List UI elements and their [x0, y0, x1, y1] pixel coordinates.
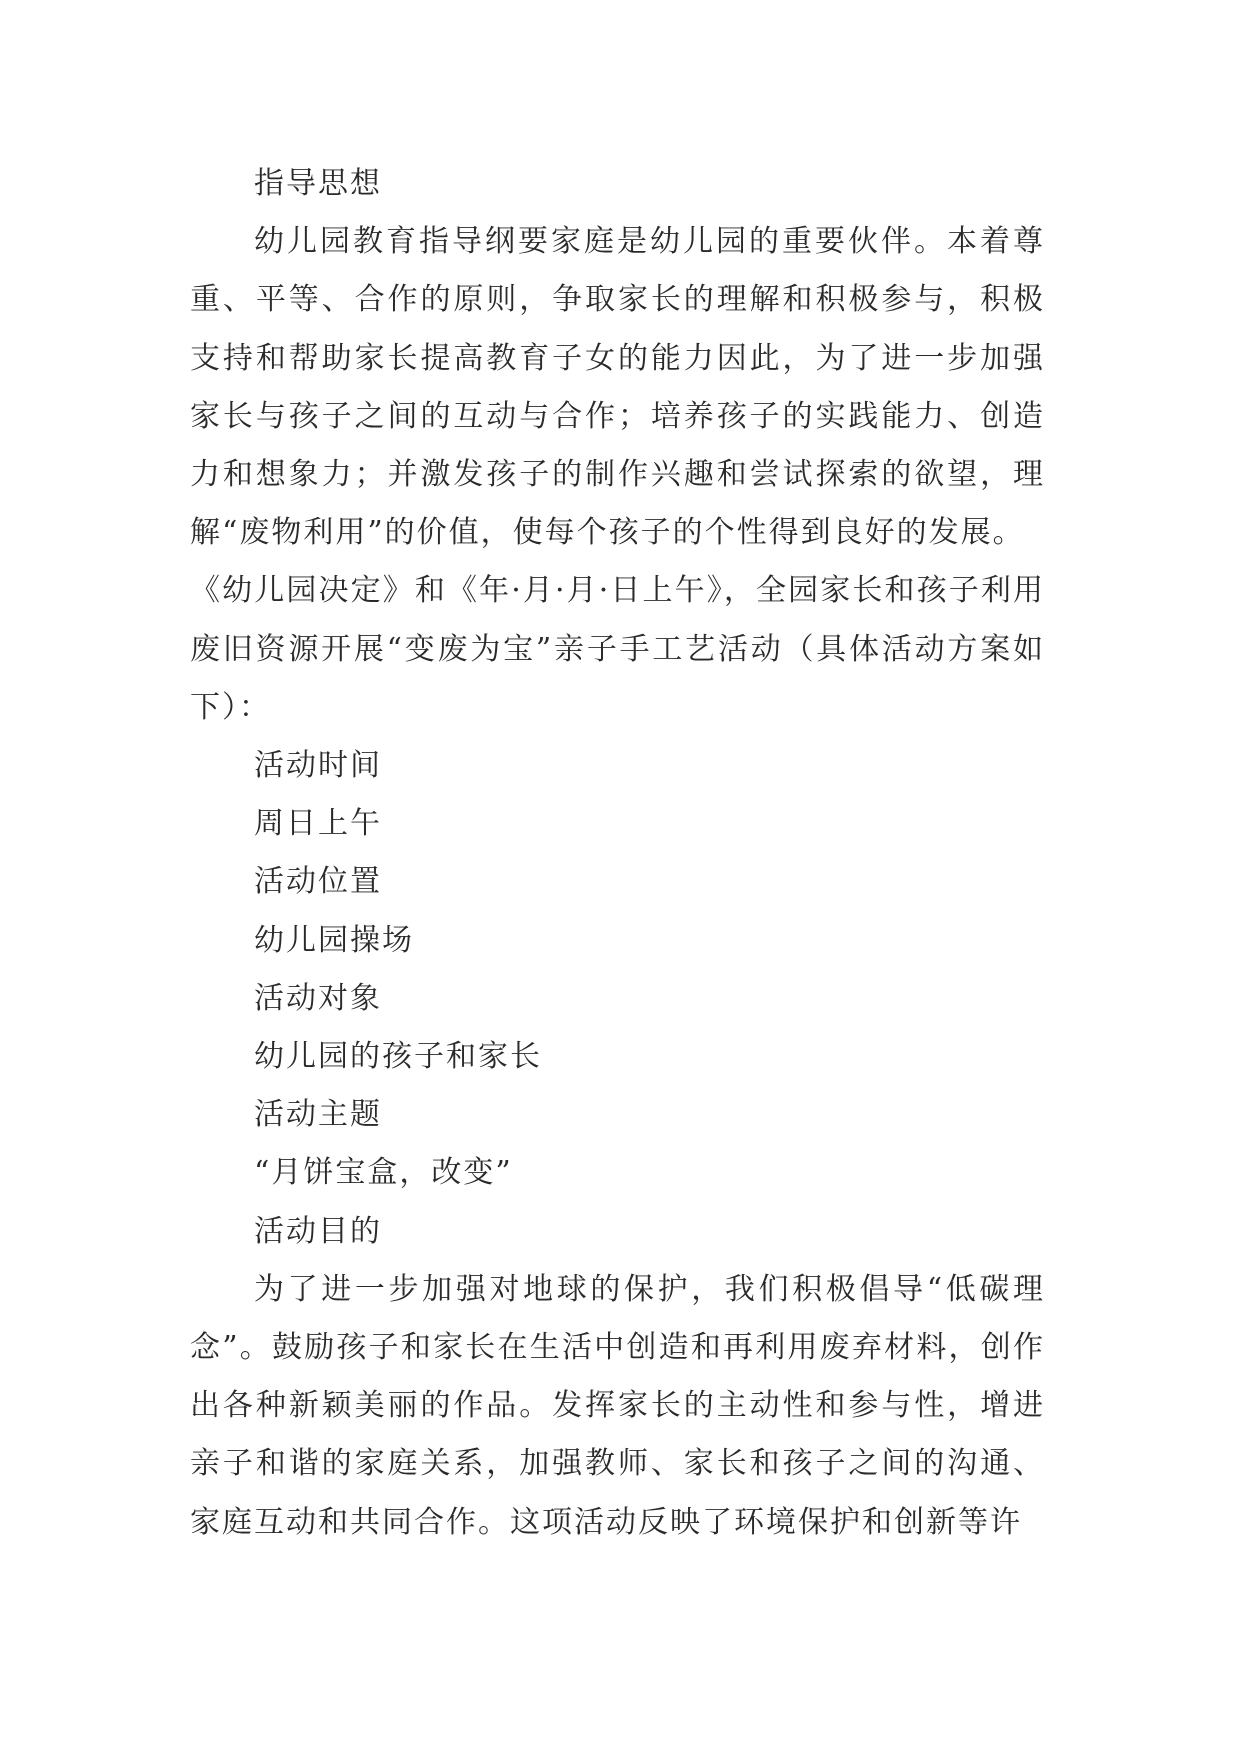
value-activity-location: 幼儿园操场	[254, 922, 414, 958]
value-activity-participants: 幼儿园的孩子和家长	[254, 1039, 542, 1075]
heading-activity-purpose: 活动目的	[254, 1213, 382, 1249]
paragraph-purpose: 为了进一步加强对地球的保护，我们积极倡导“低碳理念”。鼓励孩子和家长在生活中创造和再利用废弃材料，创作出各种新颖美丽的作品。发挥家长的主动性和参与性，增进亲子和谐的家庭关系，加强教师、家长和孩子之间的沟通、家庭互动和共同合作。这项活动反映了环境保护和创新等许	[190, 1271, 1045, 1540]
heading-activity-participants: 活动对象	[254, 980, 382, 1016]
heading-activity-time: 活动时间	[254, 748, 382, 784]
heading-activity-location: 活动位置	[254, 864, 382, 900]
paragraph-intro: 幼儿园教育指导纲要家庭是幼儿园的重要伙伴。本着尊重、平等、合作的原则，争取家长的理解和积极参与，积极支持和帮助家长提高教育子女的能力因此，为了进一步加强家长与孩子之间的互动与合作；培养孩子的实践能力、创造力和想象力；并激发孩子的制作兴趣和尝试探索的欲望，理解“废物利用”的价值，使每个孩子的个性得到良好的发展。	[190, 224, 1045, 551]
paragraph-decision: 《幼儿园决定》和《年·月·月·日上午》，全园家长和孩子利用废旧资源开展“变废为宝”亲子手工艺活动（具体活动方案如下）：	[190, 573, 1045, 725]
value-activity-theme: “月饼宝盒，改变”	[254, 1155, 513, 1191]
heading-guiding-ideology: 指导思想	[254, 166, 382, 201]
document-body	[190, 155, 1045, 1552]
heading-activity-theme: 活动主题	[254, 1097, 382, 1133]
value-activity-time: 周日上午	[254, 806, 382, 842]
